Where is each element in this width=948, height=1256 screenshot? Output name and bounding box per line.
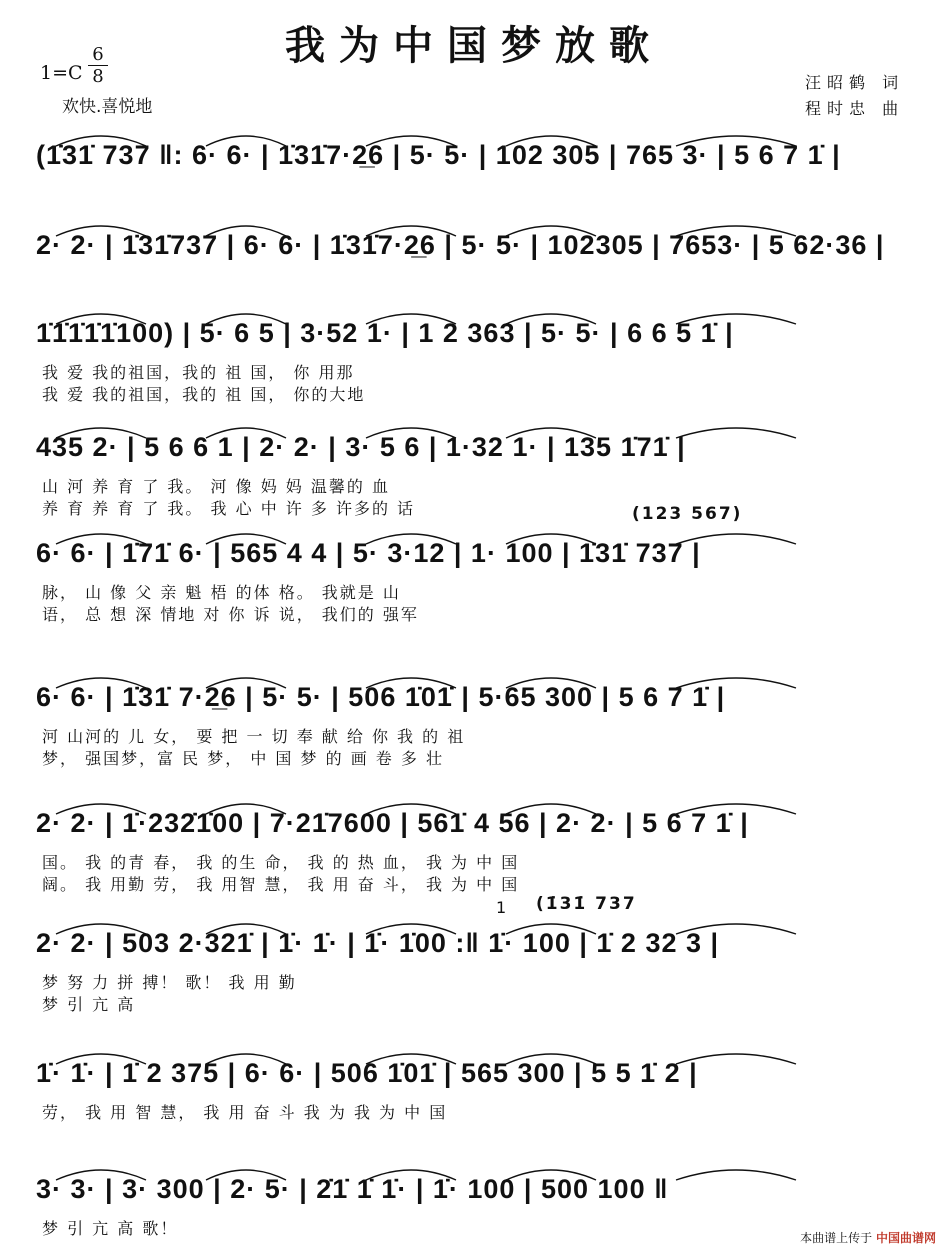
time-signature-bottom: 8 <box>88 65 108 87</box>
staff-line-10 <box>36 1162 916 1252</box>
staff-line-6 <box>36 670 916 768</box>
lyrics-verse-1: 梦 引 亢 高 歌！ <box>42 1219 179 1238</box>
lyrics-verse-1: 梦 努 力 拼 搏！ 歌！ 我 用 勤 <box>42 973 297 992</box>
notation-row: (1̇31̇ 737 ‖: 6· 6· | 1̇31̇7·2̲6 | 5· 5· | 102 305 | 765 3· | 5 6 7 1̇ | <box>36 140 841 170</box>
grace-notes: (123 567) <box>632 504 743 524</box>
upload-credit <box>800 1229 936 1246</box>
key-signature: 1=C <box>40 62 83 84</box>
lyrics-verse-2: 语， 总 想 深 情地 对 你 诉 说， 我们的 强军 <box>42 605 419 624</box>
staff-line-9 <box>36 1046 916 1136</box>
upload-credit-prefix: 本曲谱上传于 <box>800 1231 873 1245</box>
lyrics-verse-2: 梦 引 亢 高 <box>42 995 136 1014</box>
lyrics-verse-1: 国。 我 的青 春， 我 的生 命， 我 的 热 血， 我 为 中 国 <box>42 853 520 872</box>
time-signature <box>88 44 108 87</box>
notation-row: 2· 2· | 1̇·232̇1̇00 | 7·21̇7600 | 561̇ 4 56 | 2· 2· | 5 6 7 1̇ | <box>36 808 749 838</box>
composer-credit: 程时忠 曲 <box>805 99 905 118</box>
staff-line-8 <box>36 894 916 1014</box>
notation-row: 6· 6· | 1̇71̇ 6· | 565 4 4 | 5· 3·12 | 1· 100 | 1̇31̇ 737 | <box>36 538 701 568</box>
lyrics-verse-1: 河 山河的 儿 女， 要 把 一 切 奉 献 给 你 我 的 祖 <box>42 727 466 746</box>
site-name: 中国曲谱网 <box>875 1231 936 1245</box>
lyrics-verse-2: 我 爱 我的祖国，我的 祖 国， 你的大地 <box>42 385 366 404</box>
staff-line-7 <box>36 796 916 894</box>
grace-notes: (1̇31̇ 737 <box>536 894 637 914</box>
lyrics-verse-1: 劳， 我 用 智 慧， 我 用 奋 斗 我 为 我 为 中 国 <box>42 1103 448 1122</box>
slur-arc <box>676 1170 796 1180</box>
notation-row: 6· 6· | 1̇31̇ 7·2̲6 | 5· 5· | 506 1̇01̇ | 5·65 300 | 5 6 7 1̇ | <box>36 682 726 712</box>
staff-line-3 <box>36 306 916 404</box>
notation-row: 1̇1̇1̇1̇1̇100) | 5· 6 5 | 3·52 1· | 1 2 363 | 5· 5· | 6 6 5 1̇ | <box>36 318 734 348</box>
notation-row: 2· 2· | 1̇31̇737 | 6· 6· | 1̇31̇7·2̲6 | 5· 5· | 102305 | 7653· | 5 62·36 | <box>36 230 885 260</box>
lyrics-verse-2: 养 育 养 育 了 我。 我 心 中 许 多 许多的 话 <box>42 499 416 518</box>
volta-ending: 1 <box>496 898 509 917</box>
lyrics-verse-1: 山 河 养 育 了 我。 河 像 妈 妈 温馨的 血 <box>42 477 390 496</box>
song-title: 我为中国梦放歌 <box>285 22 663 69</box>
lyrics-verse-1: 我 爱 我的祖国，我的 祖 国， 你 用那 <box>42 363 355 382</box>
staff-line-2 <box>36 218 916 308</box>
time-signature-top: 6 <box>92 44 104 65</box>
lyrics-verse-2: 梦， 强国梦，富 民 梦， 中 国 梦 的 画 卷 多 壮 <box>42 749 444 768</box>
staff-line-1 <box>36 128 916 218</box>
notation-row: 3· 3· | 3· 300 | 2· 5· | 2̇1̇ 1̇ 1̇· | 1̇· 100 | 500 100 ‖ <box>36 1174 669 1204</box>
tempo-marking: 欢快.喜悦地 <box>62 97 153 117</box>
lyricist-credit: 汪昭鹤 词 <box>805 73 905 92</box>
slur-arc <box>676 428 796 438</box>
notation-row: 2· 2· | 503 2·321̇ | 1̇· 1̇· | 1̇· 1̇00 :‖ 1̇· 100 | 1̇ 2 32 3 | <box>36 928 720 958</box>
notation-row: 1̇· 1̇· | 1̇ 2 375 | 6· 6· | 506 1̇01̇ | 565 300 | 5 5 1̇ 2 | <box>36 1058 698 1088</box>
notation-row: 435 2· | 5 6 6 1 | 2· 2· | 3· 5 6 | 1·32 1· | 135 1̇71̇ | <box>36 432 686 462</box>
lyrics-verse-2: 阔。 我 用勤 劳， 我 用智 慧， 我 用 奋 斗， 我 为 中 国 <box>42 875 520 894</box>
lyrics-verse-1: 脉， 山 像 父 亲 魁 梧 的体 格。 我就是 山 <box>42 583 401 602</box>
